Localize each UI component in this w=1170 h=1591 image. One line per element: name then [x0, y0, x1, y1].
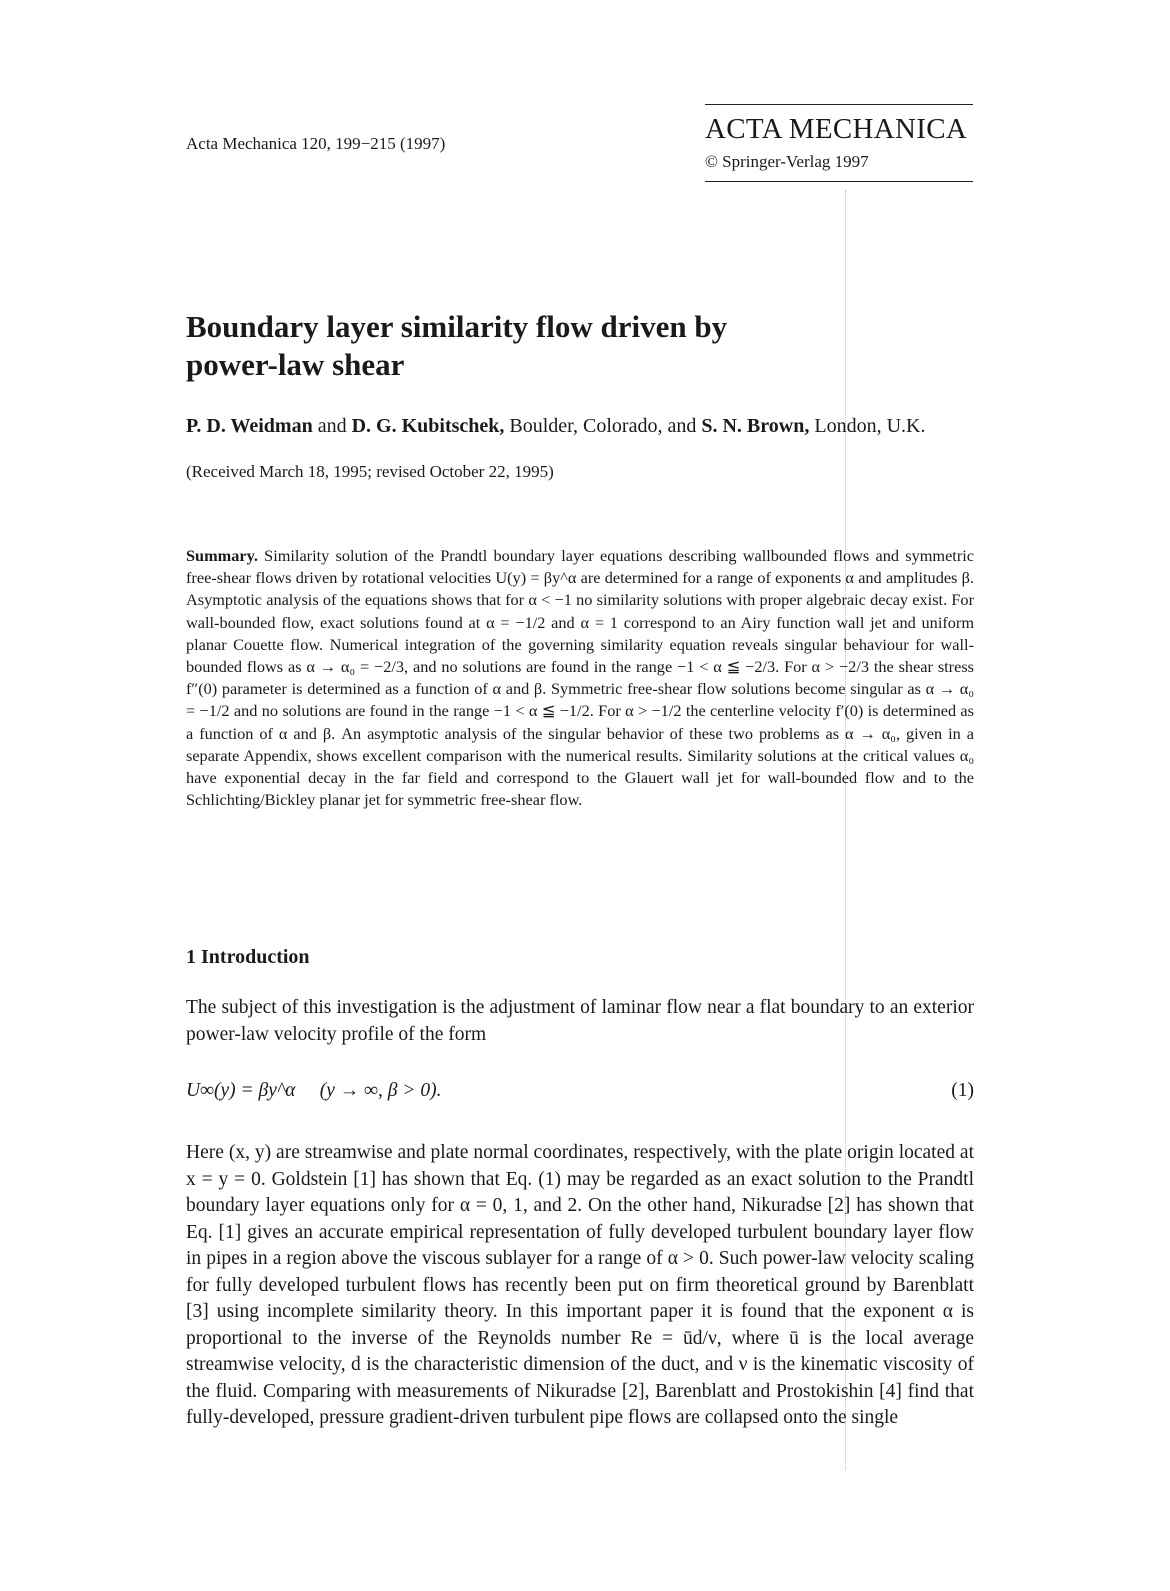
- abstract-label: Summary.: [186, 546, 258, 565]
- body-paragraph: The subject of this investigation is the adjustment of laminar flow near a flat boundary to an exterior power-law velocity profile of the form: [186, 997, 974, 1045]
- equation-1: [186, 1080, 974, 1102]
- masthead-journal-name: ACTA MECHANICA: [705, 113, 968, 145]
- author-affiliation: Boulder, Colorado, and: [504, 415, 702, 437]
- received-dates: (Received March 18, 1995; revised October 22, 1995): [186, 462, 554, 481]
- equation-condition: (y → ∞, β > 0).: [319, 1080, 442, 1101]
- author-affiliation: London, U.K.: [809, 415, 926, 437]
- abstract-text: Similarity solution of the Prandtl boundary layer equations describing wallbounded flows and symmetric free-shear flows driven by rotational velocities U(y) = βy^α are determined for a range of exponents α and amplitudes β. Asymptotic analysis of the equations shows that for α < −1 no similarity solutions with proper algebraic decay exist. For wall-bounded flow, exact solutions found at α = −1/2 and α = 1 correspond to an Airy function wall jet and uniform planar Couette flow. Numerical integration of the governing similarity equation reveals singular behaviour for wall-bounded flows as α → α₀ = −2/3, and no solutions are found in the range −1 < α ≦ −2/3. For α > −2/3 the shear stress f″(0) parameter is determined as a function of α and β. Symmetric free-shear flow solutions become singular as α → α₀ = −1/2 and no solutions are found in the range −1 < α ≦ −1/2. For α > −1/2 the centerline velocity f′(0) is determined as a function of α and β. An asymptotic analysis of the singular behavior of these two problems as α → α₀, given in a separate Appendix, shows excellent comparison with the numerical results. Similarity solutions at the critical values α₀ have exponential decay in the far field and correspond to the Glauert wall jet for wall-bounded flow and to the Schlichting/Bickley planar jet for symmetric free-shear flow.: [186, 546, 974, 810]
- author-line: [186, 415, 976, 438]
- author-name: S. N. Brown,: [701, 415, 810, 437]
- paper-title: [186, 308, 886, 384]
- masthead-bottom-rule: [705, 181, 973, 182]
- section-heading: 1 Introduction: [186, 946, 310, 968]
- masthead-copyright: © Springer-Verlag 1997: [705, 152, 869, 171]
- paper-title-line: power-law shear: [186, 347, 405, 382]
- masthead-top-rule: [705, 104, 973, 105]
- equation-number: (1): [951, 1080, 974, 1101]
- abstract: [186, 545, 974, 811]
- journal-masthead: [705, 104, 973, 182]
- author-name: D. G. Kubitschek,: [351, 415, 505, 437]
- body-paragraph: Here (x, y) are streamwise and plate normal coordinates, respectively, with the plate origin located at x = y = 0. Goldstein [1] has shown that Eq. (1) may be regarded as an exact solution to the Prandtl boundary layer equations only for α = 0, 1, and 2. On the other hand, Nikuradse [2] has shown that Eq. [1] gives an accurate empirical representation of fully developed turbulent boundary layer flow in pipes in a region above the viscous sublayer for a range of α > 0. Such power-law velocity scaling for fully developed turbulent flows has recently been put on firm theoretical ground by Barenblatt [3] using incomplete similarity theory. In this important paper it is found that the exponent α is proportional to the inverse of the Reynolds number Re = ūd/ν, where ū is the local average streamwise velocity, d is the characteristic dimension of the duct, and ν is the kinematic viscosity of the fluid. Comparing with measurements of Nikuradse [2], Barenblatt and Prostokishin [4] find that fully-developed, pressure gradient-driven turbulent pipe flows are collapsed onto the single: [186, 1142, 974, 1428]
- paper-title-line: Boundary layer similarity flow driven by: [186, 309, 728, 344]
- author-name: P. D. Weidman: [186, 415, 313, 437]
- author-connector: and: [312, 415, 352, 437]
- equation-lhs: U∞(y) = βy^α: [186, 1080, 296, 1101]
- journal-reference: Acta Mechanica 120, 199−215 (1997): [186, 134, 446, 153]
